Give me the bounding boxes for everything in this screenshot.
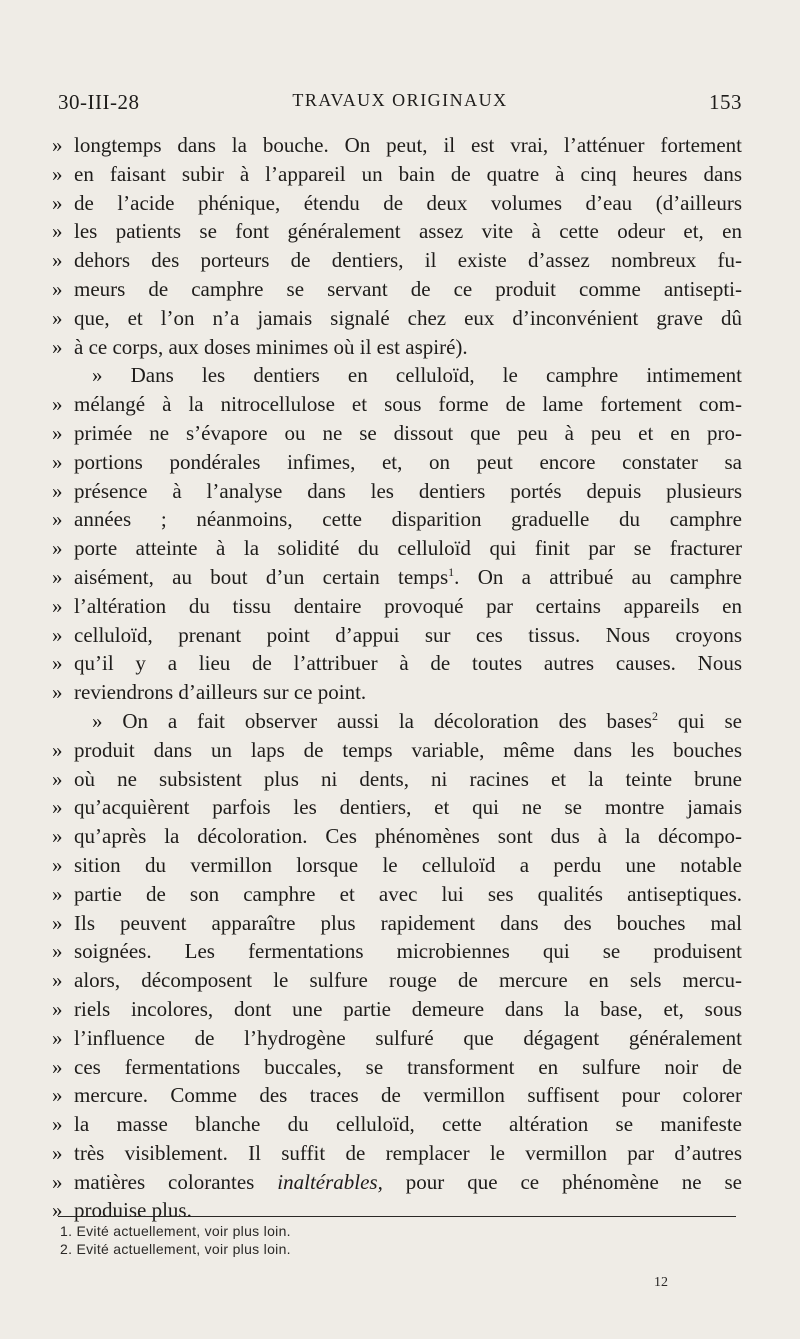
quote-mark: » xyxy=(52,305,63,330)
quote-mark: » xyxy=(52,968,63,993)
header-date: 30-III-28 xyxy=(58,90,140,114)
text-line xyxy=(52,1053,742,1082)
quote-mark: » xyxy=(52,852,63,877)
line-text: sition du vermillon lorsque le celluloïd a perdu une notable xyxy=(74,852,742,877)
line-text: dehors des porteurs de dentiers, il existe d’assez nombreux fu- xyxy=(74,248,742,273)
quote-mark: » xyxy=(52,622,63,647)
text-line xyxy=(52,995,742,1024)
quote-mark: » xyxy=(52,824,63,849)
line-text: à ce corps, aux doses minimes où il est aspiré). xyxy=(74,334,468,359)
line-text: portions pondérales infimes, et, on peut encore constater sa xyxy=(74,449,742,474)
footnote-ref: 1 xyxy=(448,564,455,579)
text-line xyxy=(52,937,742,966)
quote-mark: » xyxy=(52,910,63,935)
line-text: alors, décomposent le sulfure rouge de mercure en sels mercu- xyxy=(74,968,742,993)
text-line xyxy=(52,621,742,650)
text-line xyxy=(52,793,742,822)
text-line xyxy=(52,909,742,938)
footnote-2: 2. Evité actuellement, voir plus loin. xyxy=(60,1241,291,1257)
text-line xyxy=(52,390,742,419)
line-text: en faisant subir à l’appareil un bain de quatre à cinq heures dans xyxy=(74,161,742,186)
line-text: primée ne s’évapore ou ne se dissout que peu à peu et en pro- xyxy=(74,420,742,445)
text-line xyxy=(52,419,742,448)
quote-mark: » xyxy=(52,651,63,676)
quote-mark: » xyxy=(52,939,63,964)
line-text: » Dans les dentiers en celluloïd, le camphre intimement xyxy=(92,363,742,388)
line-text: de l’acide phénique, étendu de deux volumes d’eau (d’ailleurs xyxy=(74,190,742,215)
line-text: produit dans un laps de temps variable, même dans les bouches xyxy=(74,737,742,762)
line-text: reviendrons d’ailleurs sur ce point. xyxy=(74,680,367,705)
text-line xyxy=(52,534,742,563)
quote-mark: » xyxy=(52,392,63,417)
text-line xyxy=(52,592,742,621)
text-line xyxy=(52,477,742,506)
line-text: l’influence de l’hydrogène sulfuré que dégagent généralement xyxy=(74,1025,742,1050)
line-text: que, et l’on n’a jamais signalé chez eux d’inconvénient grave dû xyxy=(74,305,742,330)
text-line xyxy=(52,707,742,736)
signature-mark: 12 xyxy=(654,1275,668,1290)
text-line xyxy=(52,505,742,534)
text-line xyxy=(52,880,742,909)
text-line xyxy=(52,1081,742,1110)
footnote-1: 1. Evité actuellement, voir plus loin. xyxy=(60,1223,291,1239)
line-text: qu’acquièrent parfois les dentiers, et qui ne se montre jamais xyxy=(74,795,742,820)
footnote-ref: 2 xyxy=(651,708,658,723)
quote-mark: » xyxy=(52,133,63,157)
quote-mark: » xyxy=(52,881,63,906)
quote-mark: » xyxy=(52,1112,63,1137)
text-line xyxy=(52,678,742,707)
quote-mark: » xyxy=(52,190,63,215)
line-text: celluloïd, prenant point d’appui sur ces tissus. Nous croyons xyxy=(74,622,742,647)
quote-mark: » xyxy=(52,219,63,244)
line-text: produise plus. xyxy=(74,1198,192,1223)
quote-mark: » xyxy=(52,1054,63,1079)
text-line xyxy=(52,217,742,246)
body-text xyxy=(52,131,742,1225)
text-line xyxy=(52,765,742,794)
quote-mark: » xyxy=(52,680,63,705)
text-line xyxy=(52,1110,742,1139)
running-header xyxy=(58,90,742,120)
italic-text: inaltérables, xyxy=(277,1169,383,1194)
line-text: présence à l’analyse dans les dentiers portés depuis plusieurs xyxy=(74,478,742,503)
text-line xyxy=(52,1139,742,1168)
text-line xyxy=(52,851,742,880)
line-text: partie de son camphre et avec lui ses qualités antiseptiques. xyxy=(74,881,742,906)
line-text: longtemps dans la bouche. On peut, il est vrai, l’atténuer fortement xyxy=(74,133,742,157)
quote-mark: » xyxy=(52,1169,63,1194)
quote-mark: » xyxy=(52,420,63,445)
page-number: 153 xyxy=(709,90,742,114)
quote-mark: » xyxy=(52,449,63,474)
line-text: ces fermentations buccales, se transforment en sulfure noir de xyxy=(74,1054,742,1079)
quote-mark: » xyxy=(52,478,63,503)
line-text: la masse blanche du celluloïd, cette altération se manifeste xyxy=(74,1112,742,1137)
line-text: les patients se font généralement assez vite à cette odeur et, en xyxy=(74,219,742,244)
line-text: années ; néanmoins, cette disparition graduelle du camphre xyxy=(74,507,742,532)
line-text: très visiblement. Il suffit de remplacer le vermillon par d’autres xyxy=(74,1140,742,1165)
text-line xyxy=(52,1024,742,1053)
line-text: Ils peuvent apparaître plus rapidement dans des bouches mal xyxy=(74,910,742,935)
text-line xyxy=(52,966,742,995)
text-line xyxy=(52,649,742,678)
text-line xyxy=(52,304,742,333)
quote-mark: » xyxy=(52,766,63,791)
line-text: aisément, au bout d’un certain temps$^1$. On a attribué au camphre xyxy=(74,564,742,589)
line-text: » On a fait observer aussi la décoloration des bases$^2$ qui se xyxy=(92,708,743,733)
text-line xyxy=(52,246,742,275)
line-text: où ne subsistent plus ni dents, ni racines et la teinte brune xyxy=(74,766,742,791)
line-text: l’altération du tissu dentaire provoqué par certains appareils en xyxy=(74,593,742,618)
line-text: qu’après la décoloration. Ces phénomènes sont dus à la décompo- xyxy=(74,824,742,849)
quote-mark: » xyxy=(52,1198,63,1223)
quote-mark: » xyxy=(52,564,63,589)
quote-mark: » xyxy=(52,334,63,359)
quote-mark: » xyxy=(52,737,63,762)
quote-mark: » xyxy=(52,507,63,532)
quote-mark: » xyxy=(52,1140,63,1165)
line-text: riels incolores, dont une partie demeure dans la base, et, sous xyxy=(74,996,742,1021)
text-line xyxy=(52,361,742,390)
text-line xyxy=(52,333,742,362)
text-line xyxy=(52,275,742,304)
quote-mark: » xyxy=(52,536,63,561)
header-title: TRAVAUX ORIGINAUX xyxy=(292,90,508,110)
footnote-rule xyxy=(58,1216,736,1217)
text-line xyxy=(52,189,742,218)
quote-mark: » xyxy=(52,248,63,273)
text-line xyxy=(52,160,742,189)
text-line xyxy=(52,1196,742,1225)
text-line xyxy=(52,563,742,592)
line-text: qu’il y a lieu de l’attribuer à de toutes autres causes. Nous xyxy=(74,651,742,676)
quote-mark: » xyxy=(52,1083,63,1108)
line-text: matières colorantes inaltérables, pour que ce phénomène ne se xyxy=(74,1169,742,1194)
text-line xyxy=(52,736,742,765)
quote-mark: » xyxy=(52,996,63,1021)
quote-mark: » xyxy=(52,161,63,186)
text-line xyxy=(52,448,742,477)
quote-mark: » xyxy=(52,276,63,301)
line-text: meurs de camphre se servant de ce produit comme antisepti- xyxy=(74,276,742,301)
line-text: mélangé à la nitrocellulose et sous forme de lame fortement com- xyxy=(74,392,742,417)
quote-mark: » xyxy=(52,593,63,618)
footnotes xyxy=(60,1222,740,1258)
line-text: mercure. Comme des traces de vermillon suffisent pour colorer xyxy=(74,1083,742,1108)
text-line xyxy=(52,822,742,851)
text-line xyxy=(52,131,742,160)
quote-mark: » xyxy=(52,1025,63,1050)
line-text: soignées. Les fermentations microbiennes qui se produisent xyxy=(74,939,742,964)
line-text: porte atteinte à la solidité du celluloïd qui finit par se fracturer xyxy=(74,536,742,561)
text-line xyxy=(52,1168,742,1197)
quote-mark: » xyxy=(52,795,63,820)
